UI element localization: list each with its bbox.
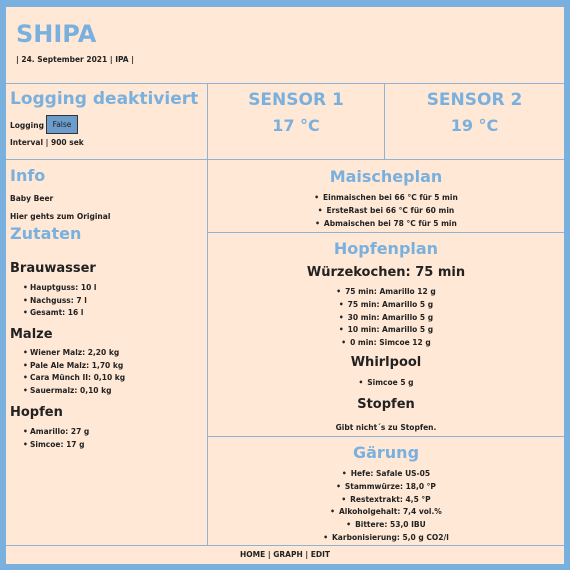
header — [6, 7, 564, 84]
maischeplan-title: Maischeplan — [329, 167, 443, 186]
whirlpool-list — [208, 377, 564, 390]
list-item: • 0 min: Simcoe 12 g — [208, 337, 564, 350]
footer-nav — [6, 550, 564, 559]
list-item: • ErsteRast bei 66 °C für 60 min — [208, 205, 564, 218]
list-item: • Sauermalz: 0,10 kg — [30, 385, 125, 398]
list-item: • Amarillo: 27 g — [30, 426, 89, 439]
malze-list — [30, 347, 125, 397]
list-item: • Karbonisierung: 5,0 g CO2/l — [208, 532, 564, 545]
whirlpool-heading: Whirlpool — [350, 355, 422, 370]
list-item: • Nachguss: 7 l — [30, 295, 97, 308]
logging-title: Logging deaktiviert — [10, 89, 199, 109]
hopfenplan-panel — [207, 232, 564, 437]
original-recipe-link[interactable]: Hier gehts zum Original — [10, 212, 111, 221]
maischeplan-panel — [207, 159, 564, 233]
list-item: • Hefe: Safale US-05 — [208, 468, 564, 481]
list-item: • 75 min: Amarillo 12 g — [208, 286, 564, 299]
footer — [6, 545, 564, 564]
logging-label: Logging — [10, 121, 44, 130]
stopfen-text: Gibt nicht´s zu Stopfen. — [335, 423, 437, 432]
page-frame — [6, 7, 564, 564]
page-title: SHIPA — [16, 20, 97, 48]
list-item: • Restextrakt: 4,5 °P — [208, 494, 564, 507]
list-item: • Hauptguss: 10 l — [30, 282, 97, 295]
list-item: • Bittere: 53,0 IBU — [208, 519, 564, 532]
list-item: • Stammwürze: 18,0 °P — [208, 481, 564, 494]
brauwasser-list — [30, 282, 97, 320]
list-item: • Simcoe 5 g — [208, 377, 564, 390]
maischeplan-list — [208, 192, 564, 230]
sensor-2-value: 19 °C — [450, 116, 499, 135]
nav-separator: | — [302, 550, 311, 559]
nav-graph-link[interactable]: GRAPH — [273, 550, 303, 559]
logging-interval: Interval | 900 sek — [10, 138, 84, 147]
list-item: • Einmaischen bei 66 °C für 5 min — [208, 192, 564, 205]
info-text: Baby Beer — [10, 194, 54, 203]
gaerung-panel — [207, 436, 564, 546]
nav-home-link[interactable]: HOME — [240, 550, 266, 559]
list-item: • Gesamt: 16 l — [30, 307, 97, 320]
gaerung-list — [208, 468, 564, 545]
sensor-2-name: SENSOR 2 — [426, 90, 523, 110]
info-zutaten-panel — [6, 159, 208, 546]
list-item: • 10 min: Amarillo 5 g — [208, 324, 564, 337]
nav-separator: | — [265, 550, 274, 559]
list-item: • 30 min: Amarillo 5 g — [208, 312, 564, 325]
list-item: • Alkoholgehalt: 7,4 vol.% — [208, 506, 564, 519]
zutaten-title: Zutaten — [10, 224, 82, 243]
logging-panel — [6, 83, 208, 160]
info-title: Info — [10, 166, 46, 185]
sensor-1-value: 17 °C — [272, 116, 320, 135]
hopfenplan-title: Hopfenplan — [333, 239, 439, 258]
nav-edit-link[interactable]: EDIT — [310, 550, 330, 559]
brauwasser-heading: Brauwasser — [10, 261, 96, 276]
malze-heading: Malze — [10, 327, 53, 342]
logging-toggle-button[interactable]: False — [46, 115, 78, 134]
wuerzekochen-list — [208, 286, 564, 350]
sensor-2-panel — [384, 83, 564, 160]
stopfen-heading: Stopfen — [357, 397, 415, 412]
list-item: • Wiener Malz: 2,20 kg — [30, 347, 125, 360]
sensor-1-name: SENSOR 1 — [248, 90, 344, 110]
list-item: • Simcoe: 17 g — [30, 439, 89, 452]
wuerzekochen-heading: Würzekochen: 75 min — [306, 265, 466, 280]
sensor-1-panel — [207, 83, 385, 160]
gaerung-title: Gärung — [352, 443, 420, 462]
hopfen-heading: Hopfen — [10, 405, 63, 420]
list-item: • Abmaischen bei 78 °C für 5 min — [208, 218, 564, 231]
list-item: • Pale Ale Malz: 1,70 kg — [30, 360, 125, 373]
page-subtitle: | 24. September 2021 | IPA | — [16, 55, 134, 64]
list-item: • Cara Münch II: 0,10 kg — [30, 372, 125, 385]
hopfen-list — [30, 426, 89, 451]
list-item: • 75 min: Amarillo 5 g — [208, 299, 564, 312]
